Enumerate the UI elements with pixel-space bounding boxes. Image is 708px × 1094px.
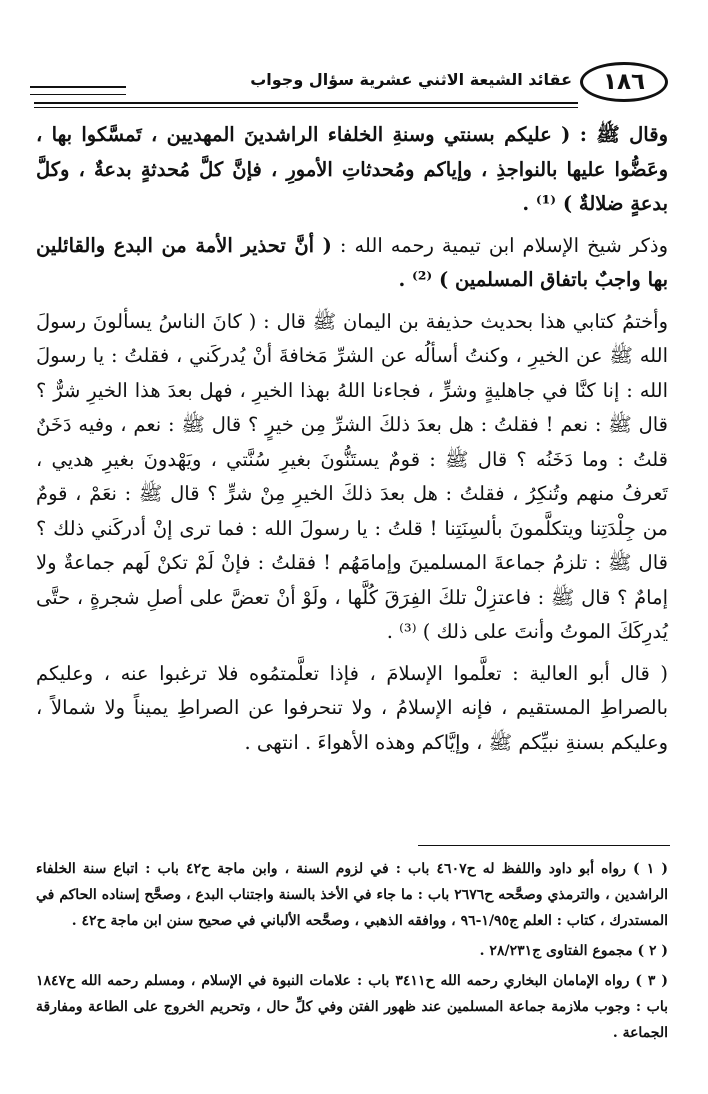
page-header (28, 62, 668, 108)
footnote-1: ( ١ ) رواه أبو داود واللفظ له ح٤٦٠٧ باب : في لزوم السنة ، وابن ماجة ح٤٢ باب : اتباع سنة الخلفاء الراشدين ، والترمذي وصحَّحه ح٢٦٧٦ باب : ما جاء في الأخذ بالسنة واجتناب البدع ، وصحَّح إسناده الحاكم في المستدرك ، كتاب : العلم ج١/٩٥-٩٦ ، ووافقه الذهبي ، وصحَّحه الألباني في صحيح سنن ابن ماجة ح٤٢ . (36, 861, 669, 929)
ibn-taymiyyah-quote: ( أنَّ تحذير الأمة من البدع والقائلين بها واجبٌ باتفاق المسلمين ) ⁽²⁾ . (36, 233, 668, 291)
main-text (36, 118, 668, 767)
page-number: ١٨٦ (580, 62, 668, 102)
header-rule-ornament (30, 86, 126, 95)
paragraph-hadith-sunnah: وقال ﷺ : ( عليكم بسنتي وسنةِ الخلفاء الراشدينَ المهديين ، تَمسَّكوا بها ، وعَضُّوا عليها بالنواجذِ ، وإياكم ومُحدثاتِ الأمورِ ، فإنَّ كلَّ مُحدثةٍ بدعةٌ ، وكلَّ بدعةٍ ضلالةٌ ) ⁽¹⁾ . (36, 123, 668, 215)
footnote-3: ( ٣ ) رواه الإمامان البخاري رحمه الله ح٣٤١١ باب : علامات النبوة في الإسلام ، ومسلم رحمه الله ح١٨٤٧ باب : وجوب ملازمة جماعة المسلمين عند ظهور الفتن وفي كلِّ حال ، وتحريم الخروج على الطاعة ومفارقة الجماعة . (36, 973, 669, 1041)
paragraph-abu-al-aliyah: ( قال أبو العالية : تعلَّموا الإسلامَ ، فإذا تعلَّمتمُوه فلا ترغبوا عنه ، وعليكم بالصراطِ المستقيم ، فإنه الإسلامُ ، ولا تنحرفوا عن الصراطِ يميناً ولا شمالاً ، وعليكم بسنةِ نبيِّكم ﷺ ، وإيَّاكم وهذه الأهواءَ . انتهى . (36, 661, 668, 754)
header-underline (34, 102, 578, 108)
footnote-2: ( ٢ ) مجموع الفتاوى ج٢٨/٢٣١ . (479, 943, 668, 959)
paragraph-ibn-taymiyyah (36, 229, 668, 298)
footnote-separator (418, 845, 670, 846)
ibn-taymiyyah-intro: وذكر شيخ الإسلام ابن تيمية رحمه الله : (339, 233, 669, 257)
paragraph-hudhayfah-hadith: وأختمُ كتابي هذا بحديث حذيفة بن اليمان ﷺ قال : ( كانَ الناسُ يسألونَ رسولَ الله ﷺ عن الخيرِ ، وكنتُ أسألُه عن الشرِّ مَخافةَ أنْ يُدركَني ، فقلتُ : يا رسولَ الله : إنا كنَّا في جاهليةٍ وشرٍّ ، فجاءنا اللهُ بهذا الخيرِ ، فهل بعدَ هذا الخيرِ شرٌّ ؟ قال ﷺ : نعم ! فقلتُ : هل بعدَ ذلكَ الشرِّ مِن خيرٍ ؟ قال ﷺ : نعم ، وفيه دَخَنٌ قلتُ : وما دَخَنُه ؟ قال ﷺ : قومٌ يستَنُّونَ بغيرِ سُنَّتي ، ويَهْدونَ بغيرِ هديي ، تَعرفُ منهم وتُنكِرُ ، فقلتُ : هل بعدَ ذلكَ الخيرِ مِنْ شرٍّ ؟ قال ﷺ : نعَمْ ، قومٌ من جِلْدَتِنا ويتكلَّمونَ بألسِنَتِنا ! قلتُ : يا رسولَ الله : فما ترى إنْ أدركَني ذلك ؟ قال ﷺ : تلزمُ جماعةَ المسلمينَ وإمامَهُم ! فقلتُ : فإنْ لَمْ تكنْ لَهم جماعةٌ ولا إمامٌ ؟ قال ﷺ : فاعتزِلْ تلكَ الفِرَقَ كُلَّها ، ولَوْ أنْ تعضَّ على أصلِ شجرةٍ ، حتَّى يُدرِكَكَ الموتُ وأنتَ على ذلك ) ⁽³⁾ . (36, 309, 668, 643)
footnotes (36, 856, 668, 1050)
running-title: عقائد الشيعة الاثني عشرية سؤال وجواب (250, 70, 572, 89)
